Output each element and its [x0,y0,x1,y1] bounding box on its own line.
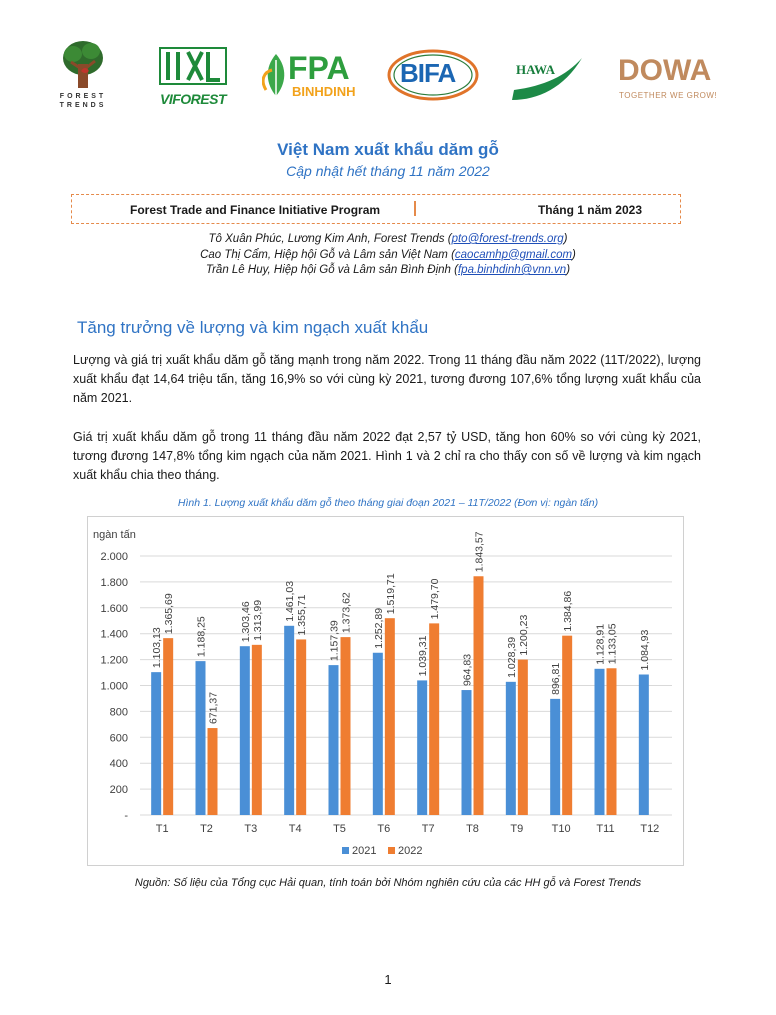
x-tick-label: T11 [596,823,615,835]
author-email-link[interactable]: pto@forest-trends.org [451,233,564,245]
data-label: 1.313,99 [251,599,264,641]
page-subtitle: Cập nhật hết tháng 11 năm 2022 [286,163,490,179]
data-label: 1.084,93 [638,629,651,671]
monthly-export-bar-chart [87,516,684,866]
partner-logos [40,36,740,116]
bar-2022-T10 [562,636,572,815]
leaf-icon [262,50,290,98]
bar-2021-T2 [196,661,206,815]
data-label: 1.479,70 [429,578,442,620]
bar-2021-T1 [151,672,161,815]
data-label: 1.200,23 [517,614,530,656]
data-label: 896,81 [550,662,563,695]
data-label: 1.365,69 [163,593,176,635]
author-email-link[interactable]: fpa.binhdinh@vnn.vn [457,264,567,276]
data-label: 1.373,62 [340,592,353,634]
legend-swatch [388,847,395,854]
hawa-logo: HAWA [508,50,590,106]
y-tick-label: 600 [109,732,128,745]
bar-2022-T7 [429,623,439,815]
data-label: 1.157,39 [328,620,341,662]
y-tick-label: 1.800 [100,576,128,589]
bar-2021-T6 [373,653,383,815]
bar-2021-T10 [550,699,560,815]
y-tick-label: 400 [109,758,128,771]
author-email-link[interactable]: caocamhp@gmail.com [454,248,573,261]
x-tick-label: T9 [510,823,524,835]
data-label: 1.384,86 [562,590,575,632]
x-tick-label: T2 [200,823,213,835]
banner-divider [414,201,416,216]
data-label: 1.039,31 [417,635,430,677]
data-label: 1.355,71 [296,594,309,636]
x-tick-label: T7 [421,823,435,835]
body-paragraph: Lượng và giá trị xuất khẩu dăm gỗ tăng mạnh trong năm 2022. Trong 11 tháng đầu năm 2022 (11T/2022), lượng xuất khẩu đạt 14,64 triệu tấn, tăng 16,9% so với cùng kỳ 2021, tương đương 107,6% tổng lượng xuất khẩu của năm 2021. [73,353,701,405]
bar-2022-T5 [341,637,351,815]
data-label: 1.028,39 [505,636,518,678]
author-list [0,232,776,279]
author-line: Tô Xuân Phúc, Lương Kim Anh, Forest Trends (pto@forest-trends.org) [208,233,568,245]
page-number: 1 [384,972,392,987]
bar-2021-T12 [639,675,649,815]
legend-entry: 2022 [398,845,423,857]
x-tick-label: T4 [288,823,302,835]
y-axis-label: ngàn tấn [93,529,136,541]
bar-2022-T11 [607,668,617,815]
tree-icon [61,38,105,92]
data-label: 1.188,25 [195,616,208,658]
y-tick-label: 2.000 [100,551,128,563]
dowa-logo: DOWA TOGETHER WE GROW! [618,54,718,100]
data-label: 1.303,46 [239,601,252,643]
bar-2022-T1 [163,638,173,815]
y-tick-label: - [124,810,128,822]
x-tick-label: T5 [333,823,346,835]
x-tick-label: T10 [551,823,571,835]
x-tick-label: T1 [155,823,169,835]
data-label: 1.843,57 [473,531,486,573]
section-heading: Tăng trưởng về lượng và kim ngạch xuất khẩu [77,318,429,337]
y-tick-label: 1.000 [100,680,128,693]
legend-swatch [342,847,349,854]
data-label: 1.252,89 [372,607,385,649]
figure-caption: Hình 1. Lượng xuất khẩu dăm gỗ theo tháng giai đoạn 2021 – 11T/2022 (Đơn vị: ngàn tấn) [177,497,599,509]
data-label: 964,83 [461,653,474,687]
page-title: Việt Nam xuất khẩu dăm gỗ [277,140,499,159]
bar-2022-T3 [252,645,262,815]
viforest-logo: VIFOREST [150,46,236,108]
author-line: Trần Lê Huy, Hiệp hội Gỗ và Lâm sản Bình Định (fpa.binhdinh@vnn.vn) [205,264,571,276]
program-banner [71,194,681,224]
program-name: Forest Trade and Finance Initiative Program [130,203,381,217]
bar-2021-T4 [284,626,294,815]
author-line: Cao Thị Cẩm, Hiệp hội Gỗ và Lâm sản Việt Nam (caocamhp@gmail.com) [200,248,576,261]
x-tick-label: T8 [466,823,479,835]
bar-2022-T9 [518,660,528,815]
viforest-mark-icon [158,46,228,86]
bar-2022-T6 [385,618,395,815]
y-tick-label: 1.200 [100,654,128,667]
y-tick-label: 200 [109,784,128,797]
data-label: 1.103,13 [151,627,164,669]
fpa-binhdinh-logo: FPA BINHDINH [262,50,358,102]
body-paragraph: Giá trị xuất khẩu dăm gỗ trong 11 tháng đầu năm 2022 đạt 2,57 tỷ USD, tăng hon 60% so với cùng kỳ 2021, tương đương 147,8% tổng kim ngạch của năm 2021. Hình 1 và 2 chỉ ra cho thấy con số về lượng và kim ngạch xuất khẩu chia theo tháng. [73,430,701,482]
bar-2021-T7 [417,680,427,815]
y-tick-label: 1.600 [100,602,128,615]
y-tick-label: 800 [109,706,128,719]
bar-2021-T11 [595,669,605,815]
bar-2021-T8 [462,690,472,815]
bar-2021-T3 [240,646,250,815]
publication-date: Tháng 1 năm 2023 [537,203,642,217]
bar-2022-T4 [296,639,306,815]
bar-2022-T2 [208,728,218,815]
hawa-swoosh-icon [508,50,590,106]
x-tick-label: T6 [377,823,391,835]
bar-2021-T5 [329,665,339,815]
data-label: 1.461,03 [284,580,297,622]
forest-trends-logo: FOREST TRENDS [48,38,118,114]
x-tick-label: T12 [640,823,660,835]
legend-entry: 2021 [352,845,377,857]
y-tick-label: 1.400 [100,628,128,641]
bifa-logo: BIFA [386,48,480,102]
data-label: 1.133,05 [606,623,619,665]
figure-source: Nguồn: Số liệu của Tổng cục Hải quan, tính toán bởi Nhóm nghiên cứu của các HH gỗ và Forest Trends [134,877,642,889]
data-label: 671,37 [207,691,220,725]
bar-2021-T9 [506,682,516,815]
data-label: 1.519,71 [384,573,397,615]
data-label: 1.128,91 [594,623,607,665]
x-tick-label: T3 [244,823,258,835]
bar-2022-T8 [474,576,484,815]
